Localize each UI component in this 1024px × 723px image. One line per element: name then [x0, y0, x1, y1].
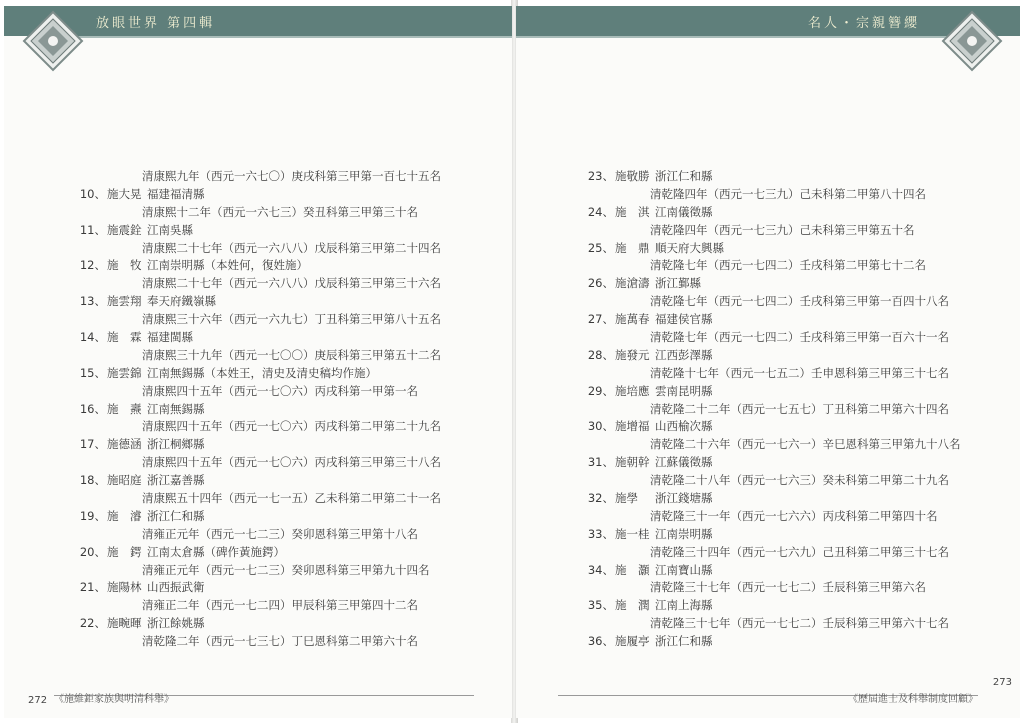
diamond-emblem-icon: [22, 10, 84, 72]
entry-exam-detail: 清乾隆二十六年（西元一七六一）辛巳恩科第三甲第九十八名: [650, 437, 961, 452]
entry-name: 施敬勝: [615, 169, 650, 183]
entry-heading-row: [62, 508, 441, 526]
entry-name: 施 鍔: [107, 544, 142, 559]
left-header-rule: [64, 36, 512, 38]
entry-heading-row: [570, 418, 961, 436]
entry-place: 雲南昆明縣: [655, 383, 713, 398]
entry-place: 福建福清縣: [147, 186, 205, 201]
entry-place: 江南無錫縣: [147, 401, 205, 416]
entry-number: 35、: [587, 598, 614, 613]
entry-number: 23、: [587, 169, 614, 183]
entry-exam-detail: 清乾隆十七年（西元一七五二）壬申恩科第三甲第三十七名: [650, 365, 949, 380]
entry-name: 施朝幹: [615, 455, 650, 470]
entry-number: 14、: [79, 330, 106, 345]
entry-number: 12、: [79, 258, 106, 273]
entry-name: 施增福: [615, 419, 650, 434]
entry-name: 施陽林: [107, 580, 142, 595]
entry-exam-detail: 清雍正元年（西元一七二三）癸卯恩科第三甲第十八名: [142, 526, 418, 541]
entry-place: 順天府大興縣: [655, 240, 724, 255]
right-page-number: 273: [992, 677, 1012, 688]
entry-place: 浙江仁和縣: [655, 634, 713, 649]
entry-place: 浙江餘姚縣: [147, 616, 205, 631]
left-header-title: 放眼世界 第四輯: [96, 16, 216, 31]
entry-number: 27、: [587, 312, 614, 327]
entry-place: 浙江錢塘縣: [655, 491, 713, 506]
entry-number: 31、: [587, 455, 614, 470]
entry-exam-detail: 清乾隆四年（西元一七三九）己未科第三甲第五十名: [650, 222, 915, 237]
entry-place: 江南崇明縣: [655, 526, 713, 541]
entry-name: 施德涵: [107, 437, 142, 452]
entry-heading-row: [570, 240, 961, 258]
entry-name: 施 濬: [107, 508, 142, 523]
entry-name: 施 潤: [615, 598, 650, 613]
entry-exam-detail: 清乾隆七年（西元一七四二）壬戌科第二甲第七十二名: [650, 258, 926, 273]
entry-exam-detail: 清康熙三十六年（西元一六九七）丁丑科第三甲第八十五名: [142, 312, 441, 327]
entry-number: 24、: [587, 204, 614, 219]
entry-number: 30、: [587, 419, 614, 434]
entry-name: 施 牧: [107, 258, 142, 273]
entry-exam-detail: 清乾隆四年（西元一七三九）己未科第二甲第八十四名: [650, 186, 926, 201]
entry-number: 34、: [587, 562, 614, 577]
entry-heading-row: [570, 311, 961, 329]
entry-name: 施一桂: [615, 526, 650, 541]
entry-heading-row: [570, 204, 961, 222]
entry-exam-detail: 清乾隆三十一年（西元一七六六）丙戌科第二甲第四十名: [650, 508, 938, 523]
entry-number: 25、: [587, 240, 614, 255]
entry-name: 施震銓: [107, 222, 142, 237]
entry-exam-detail: 清乾隆三十七年（西元一七七二）壬辰科第三甲第六名: [650, 580, 926, 595]
entry-name: 施 霖: [107, 330, 142, 345]
entry-place: 江南太倉縣（碑作黃施鍔）: [147, 544, 285, 559]
entry-heading-row: [62, 472, 441, 490]
entry-exam-detail: 清康熙三十九年（西元一七〇〇）庚辰科第三甲第五十二名: [142, 347, 441, 362]
entry-place: 浙江桐鄉縣: [147, 437, 205, 452]
entry-place: 福建侯官縣: [655, 312, 713, 327]
entry-name: 施 灝: [615, 562, 650, 577]
entry-place: 江西彭澤縣: [655, 347, 713, 362]
entry-heading-row: [570, 347, 961, 365]
entry-number: 13、: [79, 294, 106, 309]
entry-name: 施履亭: [615, 634, 650, 649]
entry-place: 浙江鄞縣: [655, 276, 701, 291]
entry-heading-row: [570, 490, 961, 508]
entry-name: 施培應: [615, 383, 650, 398]
entry-heading-row: [62, 186, 441, 204]
entry-name: 施滄濤: [615, 276, 650, 291]
entry-number: 16、: [79, 401, 106, 416]
entry-place: 江南吳縣: [147, 222, 193, 237]
entry-heading-row: [62, 329, 441, 347]
entry-heading-row: [570, 526, 961, 544]
entry-name: 施發元: [615, 347, 650, 362]
entry-exam-detail: 清乾隆二年（西元一七三七）丁巳恩科第二甲第六十名: [142, 634, 418, 649]
entry-heading-row: [570, 597, 961, 615]
entry-exam-detail: 清康熙五十四年（西元一七一五）乙未科第二甲第二十一名: [142, 491, 441, 506]
left-page: [4, 6, 512, 718]
entry-place: 浙江嘉善縣: [147, 473, 205, 488]
entry-heading-row: [570, 275, 961, 293]
entry-heading-row: [62, 365, 441, 383]
entry-heading-row: [570, 633, 961, 651]
entry-heading-row: [62, 579, 441, 597]
entry-name: 施大晃: [107, 186, 142, 201]
entry-heading-row: [570, 168, 961, 186]
entry-heading-row: [62, 293, 441, 311]
entry-place: 江蘇儀徵縣: [655, 455, 713, 470]
entry-number: 21、: [79, 580, 106, 595]
entry-exam-detail: 清乾隆三十七年（西元一七七二）壬辰科第三甲第六十七名: [650, 616, 949, 631]
entry-place: 奉天府鐵嶺縣: [147, 294, 216, 309]
entry-name: 施 鼎: [615, 240, 650, 255]
entry-exam-detail: 清雍正元年（西元一七二三）癸卯恩科第三甲第九十四名: [142, 562, 430, 577]
entry-exam-detail: 清康熙九年（西元一六七〇）庚戌科第三甲第一百七十五名: [142, 169, 441, 183]
entry-name: 施 淇: [615, 204, 650, 219]
entry-exam-detail: 清乾隆七年（西元一七四二）壬戌科第三甲第一百四十八名: [650, 294, 949, 309]
entry-place: 江南崇明縣（本姓何，復姓施）: [147, 258, 308, 273]
entry-place: 浙江仁和縣: [655, 169, 713, 183]
entry-heading-row: [62, 615, 441, 633]
entry-number: 22、: [79, 616, 106, 631]
entry-name: 施昭庭: [107, 473, 142, 488]
entry-number: 29、: [587, 383, 614, 398]
entry-number: 20、: [79, 544, 106, 559]
left-entry-list: [62, 168, 441, 651]
entry-name: 施萬春: [615, 312, 650, 327]
right-page: [516, 6, 1020, 718]
entry-number: 19、: [79, 508, 106, 523]
show-through-text: [94, 114, 424, 136]
entry-exam-detail: 清康熙二十七年（西元一六八八）戊辰科第三甲第三十六名: [142, 276, 441, 291]
diamond-emblem-icon: [941, 10, 1003, 72]
entry-place: 江南上海縣: [655, 598, 713, 613]
entry-heading-row: [62, 257, 441, 275]
entry-exam-detail: 清康熙二十七年（西元一六八八）戊辰科第三甲第二十四名: [142, 240, 441, 255]
entry-name: 施學: [615, 491, 638, 506]
entry-number: 17、: [79, 437, 106, 452]
right-footer-title: 《歷屆進士及科舉制度回顧》: [848, 694, 978, 705]
entry-heading-row: [62, 401, 441, 419]
right-header-rule: [516, 36, 956, 38]
entry-exam-detail: 清康熙四十五年（西元一七〇六）丙戌科第一甲第一名: [142, 383, 418, 398]
entry-exam-detail: 清乾隆二十八年（西元一七六三）癸未科第二甲第二十九名: [650, 473, 949, 488]
entry-heading-row: [570, 562, 961, 580]
entry-exam-detail: 清康熙四十五年（西元一七〇六）丙戌科第二甲第二十九名: [142, 419, 441, 434]
entry-name: 施畹暉: [107, 616, 142, 631]
entry-exam-detail: 清康熙十二年（西元一六七三）癸丑科第三甲第三十名: [142, 204, 418, 219]
right-header-title: 名人・宗親簪纓: [807, 16, 920, 31]
entry-place: 福建閩縣: [147, 330, 193, 345]
entry-place: 江南無錫縣（本姓王，清史及清史稿均作施）: [147, 365, 377, 380]
entry-exam-detail: 清乾隆二十二年（西元一七五七）丁丑科第二甲第六十四名: [650, 401, 949, 416]
entry-number: 32、: [587, 491, 614, 506]
entry-number: 15、: [79, 365, 106, 380]
entry-name: 施雲翔: [107, 294, 142, 309]
entry-heading-row: [62, 222, 441, 240]
entry-name: 施 燾: [107, 401, 142, 416]
entry-place: 江南寶山縣: [655, 562, 713, 577]
entry-exam-detail: 清雍正二年（西元一七二四）甲辰科第三甲第四十二名: [142, 598, 418, 613]
entry-place: 山西振武衛: [147, 580, 205, 595]
left-page-number: 272: [28, 695, 48, 706]
entry-exam-detail: 清乾隆三十四年（西元一七六九）己丑科第二甲第三十七名: [650, 544, 949, 559]
entry-heading-row: [62, 544, 441, 562]
entry-exam-detail: 清康熙四十五年（西元一七〇六）丙戌科第三甲第三十八名: [142, 455, 441, 470]
entry-heading-row: [570, 454, 961, 472]
entry-number: 33、: [587, 526, 614, 541]
entry-place: 江南儀徵縣: [655, 204, 713, 219]
entry-name: 施雲錦: [107, 365, 142, 380]
right-entry-list: [570, 168, 961, 651]
left-footer-title: 《施維鉅家族與明清科舉》: [54, 694, 174, 705]
entry-number: 28、: [587, 347, 614, 362]
entry-heading-row: [62, 436, 441, 454]
entry-number: 36、: [587, 634, 614, 649]
entry-number: 10、: [79, 186, 106, 201]
entry-exam-detail: 清乾隆七年（西元一七四二）壬戌科第三甲第一百六十一名: [650, 330, 949, 345]
entry-heading-row: [570, 383, 961, 401]
entry-number: 26、: [587, 276, 614, 291]
entry-place: 山西榆次縣: [655, 419, 713, 434]
entry-place: 浙江仁和縣: [147, 508, 205, 523]
entry-number: 18、: [79, 473, 106, 488]
entry-number: 11、: [79, 222, 106, 237]
